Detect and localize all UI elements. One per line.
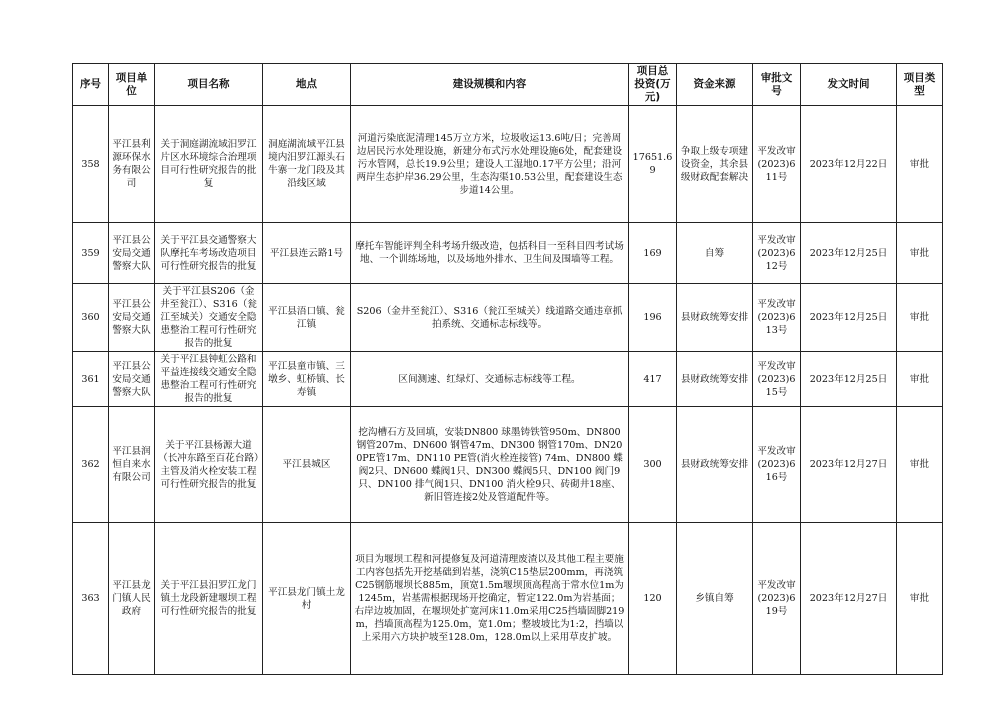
cell-scale: 挖沟槽石方及回填，安装DN800 球墨铸铁管950m、DN800 钢管207m、DN600 钢管47m、DN300 钢管170m、DN200PE管17m、DN110 PE管(消火栓连接管) 74m、DN800 蝶阀2只、DN600 蝶阀1只、DN300 蝶阀5只、DN100 阀门9只、DN100 排气阀1只、DN100 消火栓9只、砖砌井18座、新旧管连接2处及管道配件等。	[351, 407, 629, 523]
table-row	[73, 523, 943, 675]
cell-location: 平江县浯口镇、瓮江镇	[263, 284, 351, 352]
cell-investment: 417	[629, 352, 677, 407]
cell-scale: 摩托车智能评判全科考场升级改造，包括科目一至科目四考试场地、一个训练场地，以及场地外排水、卫生间及围墙等工程。	[351, 223, 629, 284]
cell-name: 关于平江县交通警察大队摩托车考场改造项目可行性研究报告的批复	[155, 223, 263, 284]
cell-location: 平江县连云路1号	[263, 223, 351, 284]
cell-location: 平江县龙门镇土龙村	[263, 523, 351, 675]
cell-investment: 196	[629, 284, 677, 352]
cell-type: 审批	[897, 352, 943, 407]
cell-investment: 169	[629, 223, 677, 284]
cell-investment: 17651.69	[629, 106, 677, 223]
cell-scale: 河道污染底泥清理145万立方米，垃圾收运13.6吨/日；完善周边居民污水处理设施，新建分布式污水处理设施6处，配套建设污水管网，总长19.9公里；建设人工湿地0.17平方公里；沿河两岸生态护岸36.29公里，生态沟渠10.53公里，配套建设生态步道14公里。	[351, 106, 629, 223]
header-cell: 审批文号	[753, 64, 801, 106]
cell-scale: 项目为堰坝工程和河提修复及河道清理废渣以及其他工程主要施工内容包括先开挖基础到岩基，浇筑C15垫层200mm，再浇筑C25钢筋堰坝长885m，顶宽1.5m堰坝顶高程高于常水位1m为1245m，岩基需根据现场开挖确定，暂定122.0m为岩基面；右岸边坡加固，在堰坝处扩宽河床11.0m采用C25挡墙固脚219m，挡墙顶高程为125.0m，宽1.0m；整坡坡比为1:2，挡墙以上采用六方块护坡至128.0m，128.0m以上采用草皮扩坡。	[351, 523, 629, 675]
header-cell: 项目总投资(万元)	[629, 64, 677, 106]
cell-funding: 县财政统筹安排	[677, 352, 753, 407]
cell-name: 关于平江县S206（金井至瓮江）、S316（瓮江至城关）交通安全隐患整治工程可行性研究报告的批复	[155, 284, 263, 352]
header-row	[73, 64, 943, 106]
cell-approval: 平发改审(2023)611号	[753, 106, 801, 223]
cell-date: 2023年12月27日	[801, 407, 897, 523]
cell-date: 2023年12月25日	[801, 352, 897, 407]
cell-approval: 平发改审(2023)613号	[753, 284, 801, 352]
cell-location: 平江县城区	[263, 407, 351, 523]
table-row	[73, 223, 943, 284]
cell-type: 审批	[897, 407, 943, 523]
cell-type: 审批	[897, 523, 943, 675]
cell-unit: 平江县公安局交通警察大队	[109, 284, 155, 352]
cell-approval: 平发改审(2023)615号	[753, 352, 801, 407]
header-cell: 地点	[263, 64, 351, 106]
cell-unit: 平江县龙门镇人民政府	[109, 523, 155, 675]
cell-funding: 县财政统筹安排	[677, 407, 753, 523]
cell-type: 审批	[897, 106, 943, 223]
cell-scale: S206（金井至瓮江）、S316（瓮江至城关）线道路交通违章抓拍系统、交通标志标线等。	[351, 284, 629, 352]
cell-unit: 平江县润恒自来水有限公司	[109, 407, 155, 523]
cell-date: 2023年12月25日	[801, 284, 897, 352]
cell-no: 360	[73, 284, 109, 352]
cell-funding: 乡镇自筹	[677, 523, 753, 675]
cell-no: 358	[73, 106, 109, 223]
cell-no: 363	[73, 523, 109, 675]
table-row	[73, 106, 943, 223]
cell-approval: 平发改审(2023)616号	[753, 407, 801, 523]
table-row	[73, 407, 943, 523]
header-cell: 资金来源	[677, 64, 753, 106]
cell-funding: 争取上级专项建设资金，其余县级财政配套解决	[677, 106, 753, 223]
header-cell: 项目单位	[109, 64, 155, 106]
cell-approval: 平发改审(2023)612号	[753, 223, 801, 284]
cell-name: 关于平江县钟虹公路和平益连接线交通安全隐患整治工程可行性研究报告的批复	[155, 352, 263, 407]
cell-name: 关于洞庭湖流域汨罗江片区水环境综合治理项目可行性研究报告的批复	[155, 106, 263, 223]
header-cell: 建设规模和内容	[351, 64, 629, 106]
project-approval-table	[72, 63, 943, 675]
cell-name: 关于平江县汨罗江龙门镇土龙段新建堰坝工程可行性研究报告的批复	[155, 523, 263, 675]
cell-location: 平江县童市镇、三墩乡、虹桥镇、长寿镇	[263, 352, 351, 407]
cell-date: 2023年12月25日	[801, 223, 897, 284]
header-cell: 序号	[73, 64, 109, 106]
cell-location: 洞庭湖流域平江县境内汨罗江源头石牛寨一龙门段及其沿线区域	[263, 106, 351, 223]
cell-unit: 平江县公安局交通警察大队	[109, 223, 155, 284]
cell-scale: 区间测速、红绿灯、交通标志标线等工程。	[351, 352, 629, 407]
cell-investment: 300	[629, 407, 677, 523]
cell-funding: 县财政统筹安排	[677, 284, 753, 352]
cell-date: 2023年12月27日	[801, 523, 897, 675]
cell-no: 361	[73, 352, 109, 407]
cell-approval: 平发改审(2023)619号	[753, 523, 801, 675]
cell-type: 审批	[897, 223, 943, 284]
table-row	[73, 284, 943, 352]
cell-unit: 平江县公安局交通警察大队	[109, 352, 155, 407]
cell-name: 关于平江县杨源大道（长冲东路至百花台路）主管及消火栓安装工程可行性研究报告的批复	[155, 407, 263, 523]
cell-unit: 平江县利源环保水务有限公司	[109, 106, 155, 223]
cell-date: 2023年12月22日	[801, 106, 897, 223]
table-row	[73, 352, 943, 407]
cell-type: 审批	[897, 284, 943, 352]
cell-funding: 自筹	[677, 223, 753, 284]
header-cell: 项目名称	[155, 64, 263, 106]
header-cell: 发文时间	[801, 64, 897, 106]
cell-no: 362	[73, 407, 109, 523]
header-cell: 项目类型	[897, 64, 943, 106]
cell-investment: 120	[629, 523, 677, 675]
cell-no: 359	[73, 223, 109, 284]
